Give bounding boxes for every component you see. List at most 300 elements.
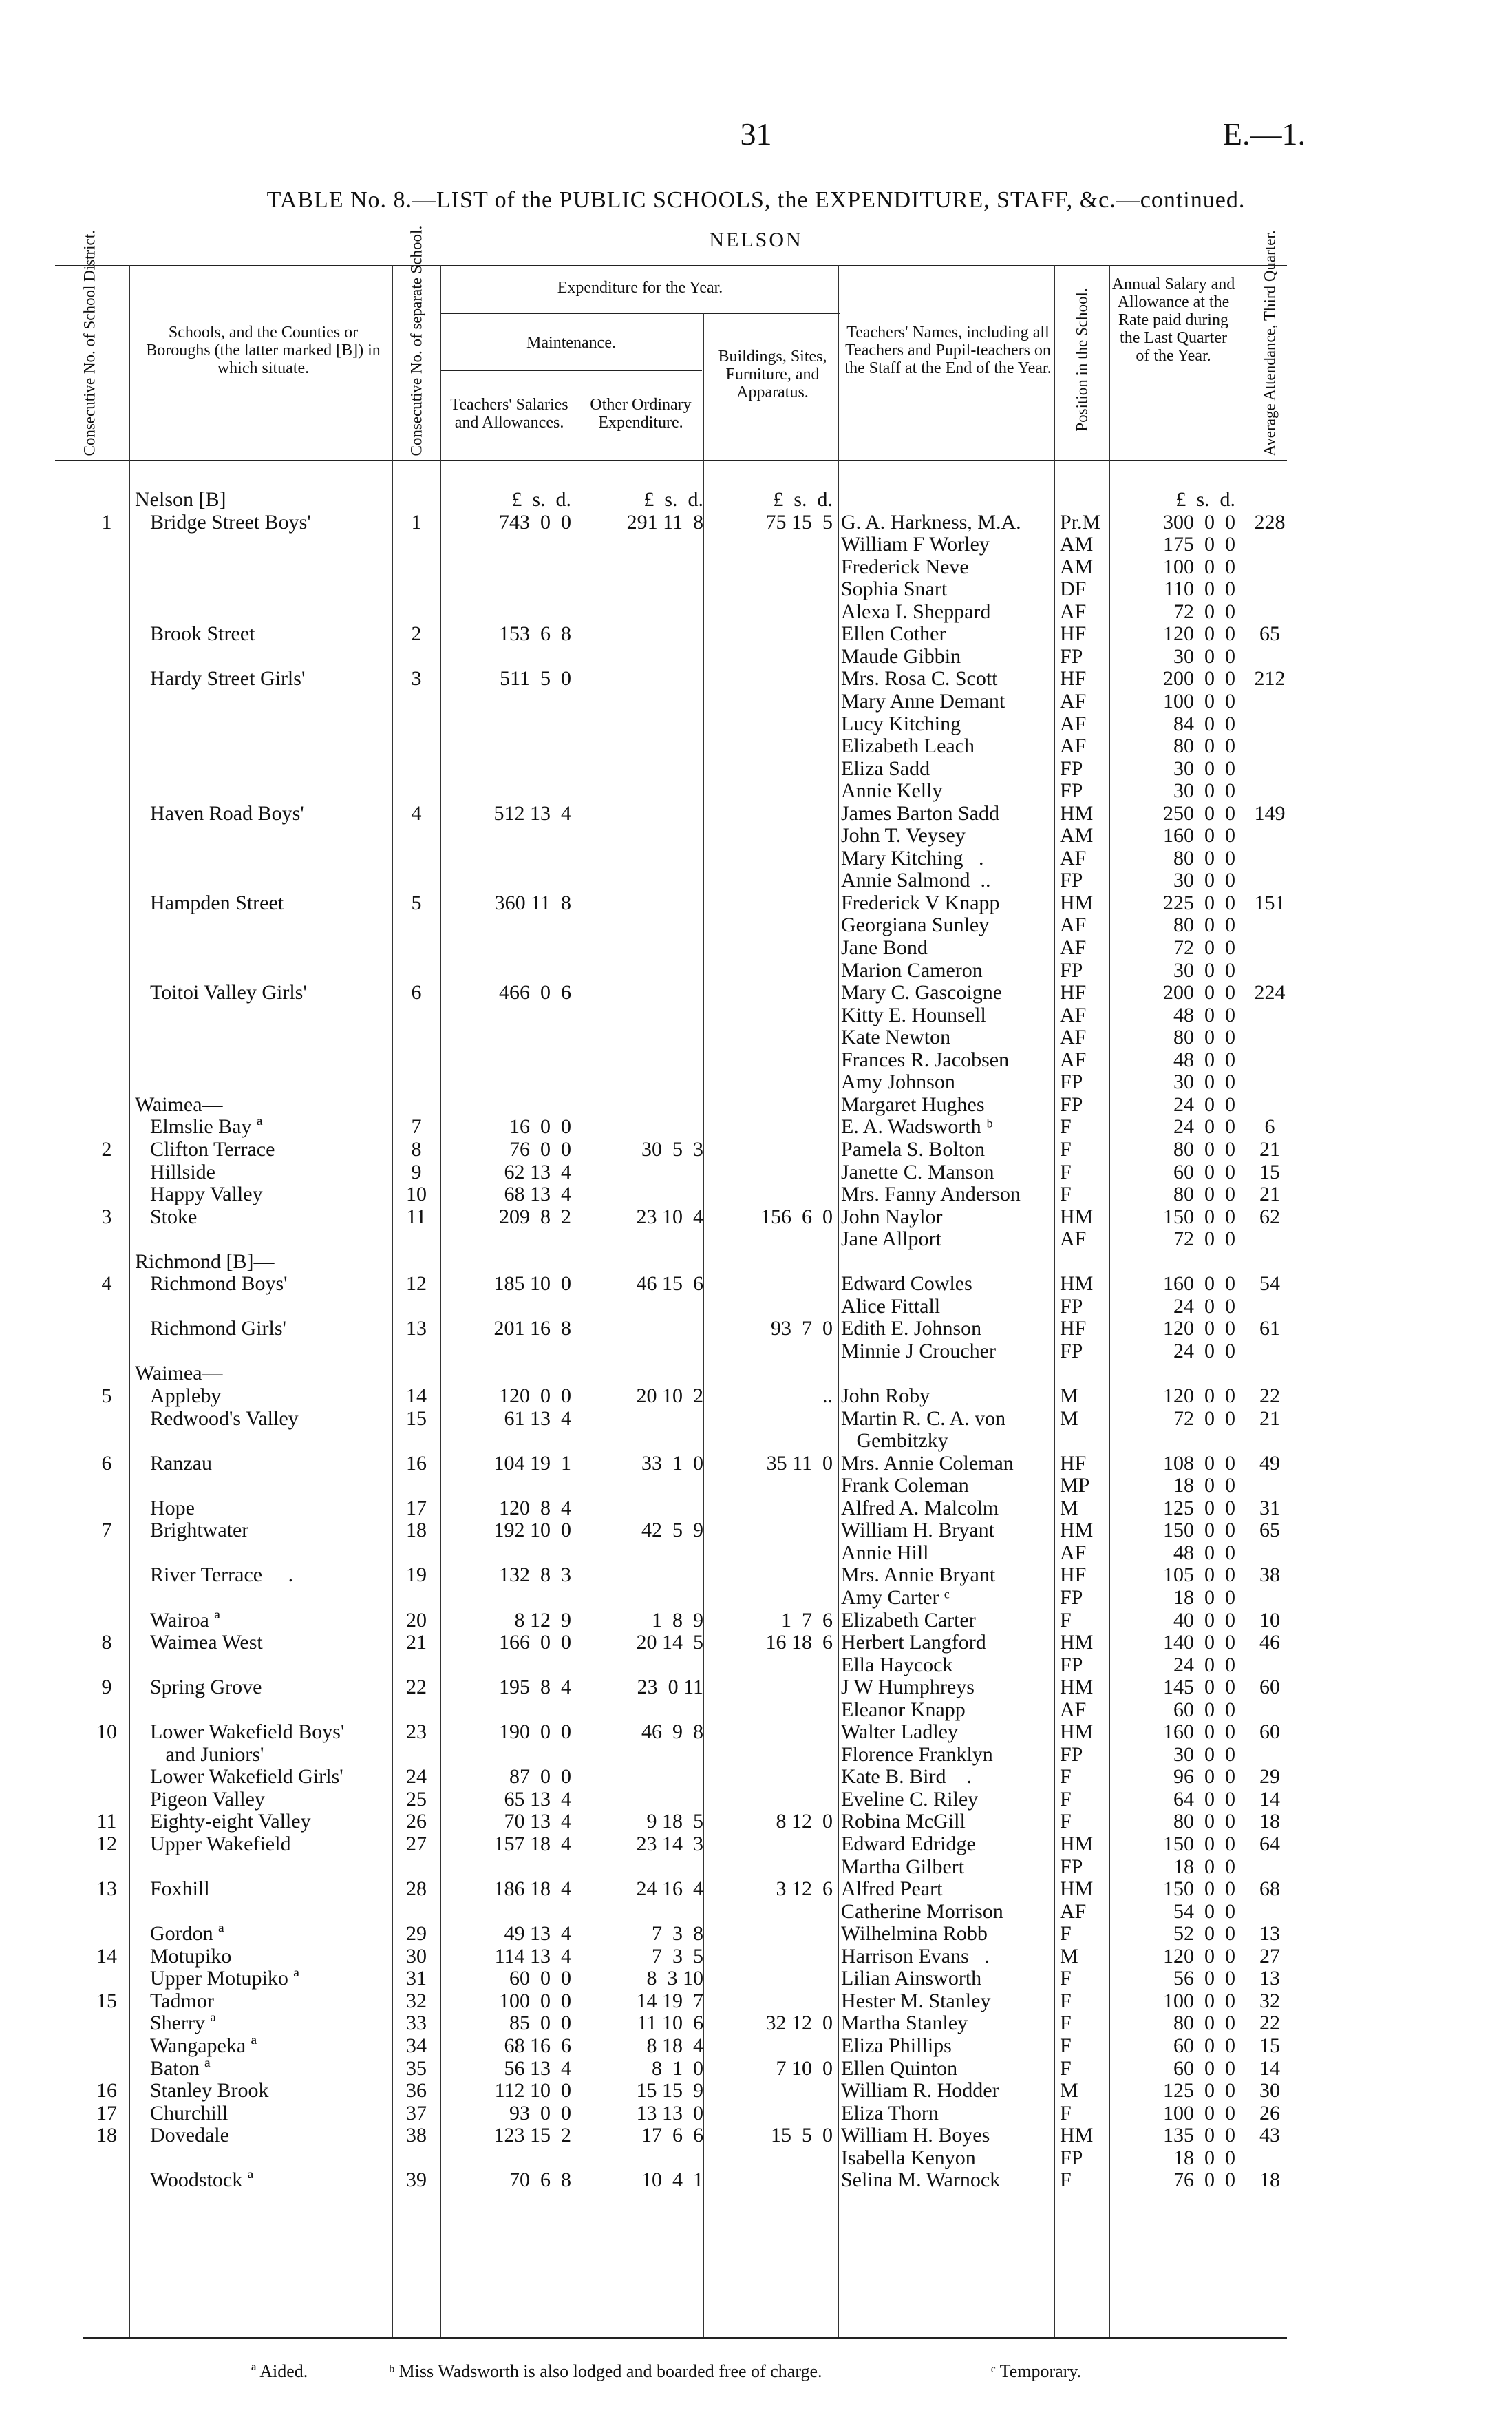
page-number: 31: [740, 116, 772, 151]
teacher-name: Pamela S. Bolton: [841, 1137, 986, 1161]
teacher-position: AF: [1060, 936, 1087, 959]
school-number: 22: [406, 1676, 427, 1699]
school-number: 21: [406, 1631, 427, 1654]
annual-salary: 30 0 0: [1173, 1071, 1235, 1094]
school-name: Waimea—: [135, 1362, 223, 1385]
teacher-position: AF: [1060, 1698, 1087, 1721]
table-row: [0, 960, 1512, 982]
annual-salary: 100 0 0: [1163, 1989, 1235, 2012]
teacher-position: HM: [1060, 1676, 1094, 1699]
teacher-position: FP: [1060, 1071, 1083, 1094]
teacher-position: HF: [1060, 1563, 1087, 1587]
other-expenditure: 15 15 9: [636, 2079, 703, 2102]
header-top-rule: [55, 265, 1287, 266]
teacher-position: AF: [1060, 1003, 1087, 1026]
school-name: Eighty-eight Valley: [150, 1810, 311, 1833]
teacher-name: Wilhelmina Robb: [841, 1922, 988, 1945]
average-attendance: 22: [1259, 1384, 1280, 1407]
annual-salary: 64 0 0: [1173, 1787, 1235, 1811]
table-row: [0, 825, 1512, 847]
table-row: [0, 1094, 1512, 1116]
teacher-name: Florence Franklyn: [841, 1742, 993, 1766]
school-name: Richmond [B]—: [135, 1249, 275, 1273]
school-name: Elmslie Bay ª: [150, 1115, 263, 1139]
district-number: 13: [96, 1877, 117, 1901]
average-attendance: 60: [1259, 1676, 1280, 1699]
school-number: 6: [411, 981, 422, 1004]
average-attendance: 29: [1259, 1765, 1280, 1789]
table-row: [0, 2012, 1512, 2034]
annual-salary: 60 0 0: [1173, 1160, 1235, 1183]
school-number: 1: [411, 510, 422, 534]
salaries-amount: 120 8 4: [499, 1496, 571, 1519]
annual-salary: 140 0 0: [1163, 1631, 1235, 1654]
buildings-amount: 16 18 6: [765, 1631, 833, 1654]
header-teachers: Teachers' Names, including all Teachers and Pupil-teachers on the Staff at the End of the Year.: [844, 324, 1052, 377]
teacher-name: Frances R. Jacobsen: [841, 1048, 1010, 1071]
teacher-position: F: [1060, 1183, 1072, 1206]
table-title: TABLE No. 8.—LIST of the PUBLIC SCHOOLS, the EXPENDITURE, STAFF, &c.—continued.: [266, 187, 1246, 213]
table-row: [0, 1049, 1512, 1071]
header-position: Position in the School.: [1073, 288, 1091, 432]
table-row: [0, 1878, 1512, 1900]
salaries-amount: 104 19 1: [493, 1451, 571, 1475]
annual-salary: 80 0 0: [1173, 1810, 1235, 1833]
school-number: 37: [406, 2101, 427, 2124]
average-attendance: 228: [1254, 510, 1286, 534]
district-number: 7: [101, 1519, 112, 1542]
annual-salary: 30 0 0: [1173, 869, 1235, 892]
annual-salary: 52 0 0: [1173, 1922, 1235, 1945]
annual-salary: 30 0 0: [1173, 757, 1235, 780]
teacher-name: Eliza Phillips: [841, 2034, 952, 2057]
teacher-name: Frank Coleman: [841, 1474, 969, 1497]
salaries-amount: 511 5 0: [500, 667, 571, 690]
table-row: [0, 489, 1512, 511]
table-row: [0, 914, 1512, 936]
school-name: Haven Road Boys': [150, 801, 304, 825]
footnote-wadsworth: ᵇ Miss Wadsworth is also lodged and boarded free of charge.: [389, 2361, 822, 2381]
table-row: [0, 1340, 1512, 1362]
teacher-name: Annie Kelly: [841, 779, 943, 803]
school-name: River Terrace .: [150, 1563, 294, 1587]
table-row: [0, 1161, 1512, 1183]
teacher-name: Walter Ladley: [841, 1720, 958, 1744]
table-row: [0, 2102, 1512, 2124]
teacher-position: HF: [1060, 1317, 1087, 1340]
teacher-position: FP: [1060, 1653, 1083, 1676]
table-row: [0, 1519, 1512, 1541]
average-attendance: 38: [1259, 1563, 1280, 1587]
table-row: [0, 1945, 1512, 1968]
table-row: [0, 1139, 1512, 1161]
table-row: [0, 1789, 1512, 1811]
school-name: Motupiko: [150, 1944, 232, 1968]
district-number: 17: [96, 2101, 117, 2124]
school-number: 9: [411, 1160, 422, 1183]
teacher-name: J W Humphreys: [841, 1676, 975, 1699]
school-name: Tadmor: [150, 1989, 214, 2012]
teacher-position: M: [1060, 1384, 1078, 1407]
salaries-amount: £ s. d.: [511, 488, 571, 511]
table-row: [0, 512, 1512, 534]
district-number: 16: [96, 2079, 117, 2102]
table-row: [0, 1587, 1512, 1609]
school-name: Spring Grove: [150, 1676, 262, 1699]
teacher-name: Amy Carter ᶜ: [841, 1585, 950, 1609]
salaries-amount: 85 0 0: [509, 2012, 571, 2035]
table-row: [0, 1273, 1512, 1295]
table-row: [0, 1968, 1512, 1990]
other-expenditure: 33 1 0: [641, 1451, 703, 1475]
maintenance-rule: [440, 370, 702, 371]
annual-salary: 160 0 0: [1163, 1720, 1235, 1744]
annual-salary: 24 0 0: [1173, 1294, 1235, 1318]
table-row: [0, 1901, 1512, 1923]
school-number: 34: [406, 2034, 427, 2057]
school-name: Foxhill: [150, 1877, 210, 1901]
teacher-name: Mrs. Annie Coleman: [841, 1451, 1014, 1475]
annual-salary: 72 0 0: [1173, 1227, 1235, 1251]
teacher-name: Georgiana Sunley: [841, 914, 990, 937]
header-schools: Schools, and the Counties or Boroughs (the latter marked [B]) in which situate.: [146, 324, 381, 377]
annual-salary: 200 0 0: [1163, 981, 1235, 1004]
teacher-name: Ellen Cother: [841, 622, 946, 646]
annual-salary: 72 0 0: [1173, 936, 1235, 959]
teacher-position: FP: [1060, 869, 1083, 892]
annual-salary: 30 0 0: [1173, 644, 1235, 668]
school-number: 20: [406, 1608, 427, 1632]
district-number: 1: [101, 510, 112, 534]
teacher-position: HM: [1060, 1833, 1094, 1855]
teacher-position: F: [1060, 1810, 1072, 1833]
teacher-position: MP: [1060, 1474, 1090, 1497]
school-name: Hillside: [150, 1160, 215, 1183]
annual-salary: 72 0 0: [1173, 1406, 1235, 1430]
teacher-position: FP: [1060, 757, 1083, 780]
annual-salary: 250 0 0: [1163, 801, 1235, 825]
table-row: [0, 1228, 1512, 1250]
buildings-amount: 75 15 5: [765, 510, 833, 534]
teacher-position: HM: [1060, 2124, 1094, 2147]
average-attendance: 32: [1259, 1989, 1280, 2012]
salaries-amount: 93 0 0: [509, 2101, 571, 2124]
header-attendance: Average Attendance, Third Quarter.: [1261, 230, 1279, 456]
salaries-amount: 466 0 6: [499, 981, 571, 1004]
teacher-position: HM: [1060, 891, 1094, 914]
header-bottom-rule: [55, 460, 1287, 461]
annual-salary: 160 0 0: [1163, 1272, 1235, 1296]
school-name: Hardy Street Girls': [150, 667, 306, 690]
table-row: [0, 1206, 1512, 1228]
teacher-name: Edward Cowles: [841, 1272, 972, 1296]
school-name: and Juniors': [150, 1742, 264, 1766]
annual-salary: 30 0 0: [1173, 779, 1235, 803]
teacher-position: HM: [1060, 1205, 1094, 1228]
annual-salary: 96 0 0: [1173, 1765, 1235, 1789]
school-number: 7: [411, 1115, 422, 1139]
school-number: 23: [406, 1720, 427, 1744]
teacher-position: FP: [1060, 958, 1083, 982]
salaries-amount: 153 6 8: [499, 622, 571, 646]
annual-salary: 30 0 0: [1173, 958, 1235, 982]
header-salaries: Teachers' Salaries and Allowances.: [450, 396, 568, 432]
teacher-position: F: [1060, 2101, 1072, 2124]
teacher-name: Frederick Neve: [841, 555, 969, 578]
buildings-amount: 35 11 0: [766, 1451, 833, 1475]
school-name: Upper Motupiko ª: [150, 1967, 299, 1990]
average-attendance: 21: [1259, 1183, 1280, 1206]
teacher-name: Mrs. Rosa C. Scott: [841, 667, 998, 690]
table-row: [0, 1654, 1512, 1676]
teacher-name: Alfred Peart: [841, 1877, 943, 1901]
salaries-amount: 512 13 4: [493, 801, 571, 825]
teacher-name: John Roby: [841, 1384, 930, 1407]
teacher-position: M: [1060, 1406, 1078, 1430]
school-number: 11: [406, 1205, 427, 1228]
school-number: 36: [406, 2079, 427, 2102]
table-row: [0, 690, 1512, 713]
annual-salary: 60 0 0: [1173, 2056, 1235, 2080]
annual-salary: 110 0 0: [1164, 578, 1235, 601]
district-number: 6: [101, 1451, 112, 1475]
average-attendance: 15: [1259, 2034, 1280, 2057]
school-number: 13: [406, 1317, 427, 1340]
table-row: [0, 623, 1512, 645]
teacher-position: FP: [1060, 1585, 1083, 1609]
teacher-position: F: [1060, 1160, 1072, 1183]
annual-salary: £ s. d.: [1175, 488, 1235, 511]
average-attendance: 62: [1259, 1205, 1280, 1228]
teacher-name: Ella Haycock: [841, 1653, 953, 1676]
salaries-amount: 65 13 4: [504, 1787, 571, 1811]
annual-salary: 80 0 0: [1173, 1026, 1235, 1049]
average-attendance: 30: [1259, 2079, 1280, 2102]
annual-salary: 100 0 0: [1163, 555, 1235, 578]
table-row: [0, 1453, 1512, 1475]
teacher-position: HM: [1060, 801, 1094, 825]
table-row: [0, 1833, 1512, 1855]
annual-salary: 24 0 0: [1173, 1093, 1235, 1116]
school-name: Bridge Street Boys': [150, 510, 311, 534]
table-row: [0, 1721, 1512, 1743]
teacher-position: FP: [1060, 1339, 1083, 1362]
buildings-amount: 93 7 0: [771, 1317, 833, 1340]
teacher-position: FP: [1060, 1742, 1083, 1766]
teacher-name: E. A. Wadsworth ᵇ: [841, 1115, 993, 1139]
teacher-name: John Naylor: [841, 1205, 943, 1228]
table-row: [0, 982, 1512, 1004]
annual-salary: 80 0 0: [1173, 735, 1235, 758]
teacher-name: Lilian Ainsworth: [841, 1967, 982, 1990]
annual-salary: 105 0 0: [1163, 1563, 1235, 1587]
school-name: Ranzau: [150, 1451, 212, 1475]
average-attendance: 21: [1259, 1406, 1280, 1430]
annual-salary: 150 0 0: [1163, 1205, 1235, 1228]
table-row: [0, 1116, 1512, 1138]
teacher-position: FP: [1060, 644, 1083, 668]
table-row: [0, 2080, 1512, 2102]
annual-salary: 120 0 0: [1163, 1384, 1235, 1407]
other-expenditure: 24 16 4: [636, 1877, 703, 1901]
annual-salary: 135 0 0: [1163, 2124, 1235, 2147]
average-attendance: 68: [1259, 1877, 1280, 1901]
school-number: 35: [406, 2056, 427, 2080]
teacher-name: William F Worley: [841, 533, 990, 556]
teacher-position: M: [1060, 2079, 1078, 2102]
teacher-position: F: [1060, 1967, 1072, 1990]
average-attendance: 15: [1259, 1160, 1280, 1183]
table-row: [0, 1475, 1512, 1497]
table-row: [0, 1542, 1512, 1564]
salaries-amount: 68 13 4: [504, 1183, 571, 1206]
table-row: [0, 892, 1512, 914]
school-number: 24: [406, 1765, 427, 1789]
average-attendance: 60: [1259, 1720, 1280, 1744]
annual-salary: 48 0 0: [1173, 1541, 1235, 1564]
annual-salary: 18 0 0: [1173, 1585, 1235, 1609]
buildings-amount: 7 10 0: [776, 2056, 833, 2080]
annual-salary: 160 0 0: [1163, 824, 1235, 847]
teacher-name: Harrison Evans .: [841, 1944, 990, 1968]
teacher-name: Catherine Morrison: [841, 1899, 1003, 1923]
other-expenditure: 14 19 7: [636, 1989, 703, 2012]
school-name: Sherry ª: [150, 2012, 216, 2035]
teacher-name: Kate Newton: [841, 1026, 951, 1049]
salaries-amount: 87 0 0: [509, 1765, 571, 1789]
header-maintenance: Maintenance.: [526, 334, 616, 352]
school-name: Richmond Girls': [150, 1317, 286, 1340]
teacher-position: F: [1060, 1137, 1072, 1161]
table-row: [0, 1408, 1512, 1430]
other-expenditure: 46 9 8: [641, 1720, 703, 1744]
annual-salary: 100 0 0: [1163, 689, 1235, 713]
district-number: 18: [96, 2124, 117, 2147]
school-number: 26: [406, 1810, 427, 1833]
buildings-amount: 15 5 0: [771, 2124, 833, 2147]
teacher-name: Elizabeth Leach: [841, 735, 975, 758]
teacher-name: Eleanor Knapp: [841, 1698, 966, 1721]
salaries-amount: 61 13 4: [504, 1406, 571, 1430]
other-expenditure: 20 14 5: [636, 1631, 703, 1654]
teacher-position: F: [1060, 1765, 1072, 1789]
school-number: 29: [406, 1922, 427, 1945]
other-expenditure: 13 13 0: [636, 2101, 703, 2124]
teacher-name: Elizabeth Carter: [841, 1608, 976, 1632]
table-row: [0, 601, 1512, 623]
annual-salary: 40 0 0: [1173, 1608, 1235, 1632]
table-row: [0, 1004, 1512, 1026]
teacher-name: Martin R. C. A. von: [841, 1406, 1006, 1430]
average-attendance: 14: [1259, 1787, 1280, 1811]
school-name: Waimea West: [150, 1631, 263, 1654]
annual-salary: 125 0 0: [1163, 1496, 1235, 1519]
school-name: Upper Wakefield: [150, 1833, 291, 1855]
salaries-amount: 114 13 4: [494, 1944, 571, 1968]
school-number: 5: [411, 891, 422, 914]
teacher-name: Edward Edridge: [841, 1833, 976, 1855]
table-row: [0, 1385, 1512, 1407]
teacher-name: Janette C. Manson: [841, 1160, 994, 1183]
annual-salary: 175 0 0: [1163, 533, 1235, 556]
teacher-position: AF: [1060, 1048, 1087, 1071]
table-bottom-rule: [83, 2337, 1287, 2339]
teacher-position: F: [1060, 2056, 1072, 2080]
table-row: [0, 869, 1512, 892]
table-row: [0, 780, 1512, 802]
teacher-name: Mary C. Gascoigne: [841, 981, 1003, 1004]
teacher-position: FP: [1060, 779, 1083, 803]
annual-salary: 48 0 0: [1173, 1003, 1235, 1026]
average-attendance: 22: [1259, 2012, 1280, 2035]
other-expenditure: 8 1 0: [652, 2056, 703, 2080]
buildings-amount: 3 12 6: [776, 1877, 833, 1901]
table-row: [0, 646, 1512, 668]
average-attendance: 61: [1259, 1317, 1280, 1340]
annual-salary: 84 0 0: [1173, 712, 1235, 735]
school-number: 14: [406, 1384, 427, 1407]
table-row: [0, 1766, 1512, 1788]
teacher-position: HM: [1060, 1720, 1094, 1744]
school-name: Stoke: [150, 1205, 198, 1228]
other-expenditure: 8 18 4: [646, 2034, 703, 2057]
annual-salary: 100 0 0: [1163, 2101, 1235, 2124]
school-name: Wangapeka ª: [150, 2034, 257, 2057]
teacher-name: Eliza Thorn: [841, 2101, 939, 2124]
annual-salary: 120 0 0: [1163, 622, 1235, 646]
buildings-amount: 156 6 0: [760, 1205, 833, 1228]
teacher-position: HM: [1060, 1272, 1094, 1296]
average-attendance: 65: [1259, 1519, 1280, 1542]
school-number: 39: [406, 2169, 427, 2192]
teacher-position: Pr.M: [1060, 510, 1101, 534]
district-number: 2: [101, 1137, 112, 1161]
other-expenditure: 23 0 11: [637, 1676, 703, 1699]
table-row: [0, 1183, 1512, 1205]
school-number: 16: [406, 1451, 427, 1475]
other-expenditure: 1 8 9: [652, 1608, 703, 1632]
district-number: 9: [101, 1676, 112, 1699]
school-number: 28: [406, 1877, 427, 1901]
salaries-amount: 166 0 0: [499, 1631, 571, 1654]
table-row: [0, 1318, 1512, 1340]
average-attendance: 49: [1259, 1451, 1280, 1475]
table-row: [0, 1923, 1512, 1945]
annual-salary: 300 0 0: [1163, 510, 1235, 534]
teacher-name: Mary Kitching .: [841, 846, 984, 869]
table-row: [0, 668, 1512, 690]
school-name: Waimea—: [135, 1093, 223, 1116]
teacher-name: Eveline C. Riley: [841, 1787, 979, 1811]
annual-salary: 80 0 0: [1173, 846, 1235, 869]
teacher-position: AF: [1060, 600, 1087, 623]
salaries-amount: 132 8 3: [499, 1563, 571, 1587]
teacher-name: Kitty E. Hounsell: [841, 1003, 986, 1026]
salaries-amount: 68 16 6: [504, 2034, 571, 2057]
annual-salary: 30 0 0: [1173, 1742, 1235, 1766]
annual-salary: 72 0 0: [1173, 600, 1235, 623]
teacher-name: Margaret Hughes: [841, 1093, 985, 1116]
teacher-name: Martha Gilbert: [841, 1855, 965, 1878]
teacher-name: Hester M. Stanley: [841, 1989, 991, 2012]
school-number: 27: [406, 1833, 427, 1855]
school-name: Wairoa ª: [150, 1608, 220, 1632]
table-row: [0, 937, 1512, 959]
teacher-position: HM: [1060, 1631, 1094, 1654]
header-other: Other Ordinary Expenditure.: [590, 396, 692, 432]
salaries-amount: 76 0 0: [509, 1137, 571, 1161]
district-number: 11: [96, 1810, 117, 1833]
